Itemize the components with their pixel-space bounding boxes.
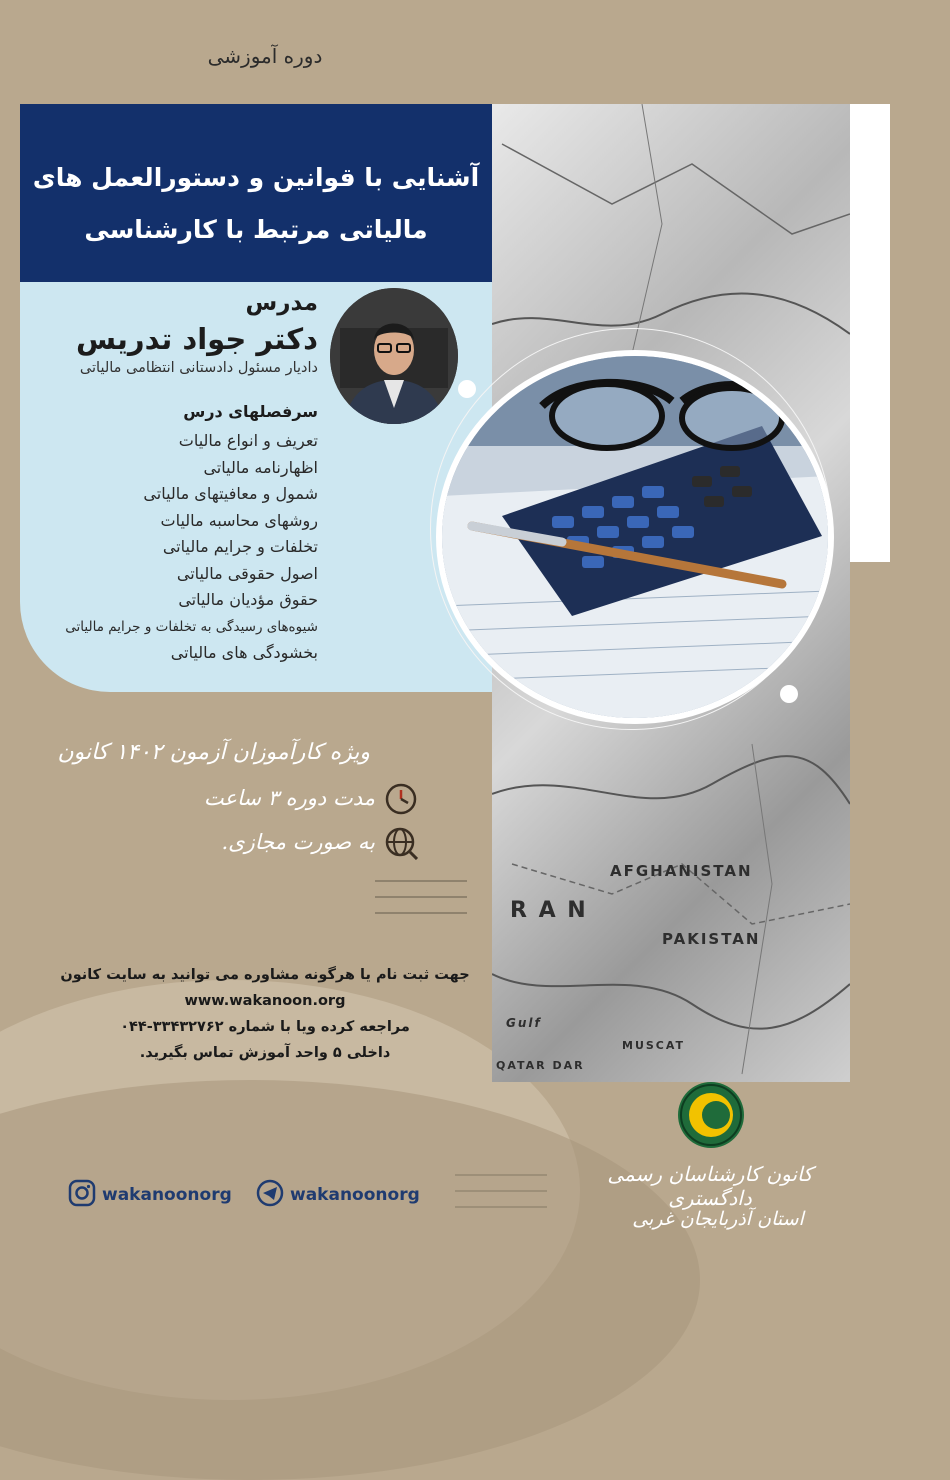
decorative-line xyxy=(375,912,467,914)
decorative-dot xyxy=(780,685,798,703)
map-label: Gulf xyxy=(506,1016,542,1030)
contact-line: داخلی ۵ واحد آموزش تماس بگیرید. xyxy=(139,1045,391,1061)
instructor-name: دکتر جواد تدریس xyxy=(76,322,318,356)
decorative-dot xyxy=(458,380,476,398)
map-label: AFGHANISTAN xyxy=(610,862,753,880)
decorative-line xyxy=(455,1206,547,1208)
course-title-line2: مالیاتی مرتبط با کارشناسی xyxy=(84,215,428,244)
topic-item: اصول حقوقی مالیاتی xyxy=(176,563,318,583)
instagram-icon xyxy=(68,1179,96,1212)
map-label: MUSCAT xyxy=(622,1039,686,1052)
course-type-label: دوره آموزشی xyxy=(207,44,323,68)
topic-item: تعریف و انواع مالیات xyxy=(178,431,318,450)
topics-heading: سرفصلهای درس xyxy=(183,402,318,421)
contact-block xyxy=(40,962,490,1066)
decorative-line xyxy=(375,880,467,882)
globe-icon xyxy=(384,826,418,860)
telegram-icon xyxy=(256,1179,284,1212)
decorative-line xyxy=(455,1174,547,1176)
course-title xyxy=(20,152,492,256)
topic-item: بخشودگی های مالیاتی xyxy=(170,643,318,662)
map-label: PAKISTAN xyxy=(662,930,761,948)
mode-text: به صورت مجازی. xyxy=(221,830,375,854)
decorative-white-strip xyxy=(848,104,890,562)
decorative-line xyxy=(455,1190,547,1192)
topic-item: حقوق مؤدیان مالیاتی xyxy=(178,590,318,609)
topics-list xyxy=(65,428,318,667)
telegram-link[interactable] xyxy=(256,1180,420,1210)
instructor-role: دادیار مسئول دادستانی انتظامی مالیاتی xyxy=(79,360,318,376)
topic-item: شمول و معافیتهای مالیاتی xyxy=(143,484,318,503)
organization-name: کانون کارشناسان رسمی دادگستری xyxy=(607,1162,813,1210)
topic-item: شیوه‌های رسیدگی به تخلفات و جرایم مالیاتی xyxy=(65,618,318,635)
organization-province: استان آذربایجان غربی xyxy=(632,1208,804,1230)
topic-item: روشهای محاسبه مالیات xyxy=(160,510,318,530)
decorative-line xyxy=(375,896,467,898)
topic-item: تخلفات و جرایم مالیاتی xyxy=(162,537,318,556)
course-title-line1: آشنایی با قوانین و دستورالعمل های xyxy=(32,163,480,192)
map-label: QATAR DAR xyxy=(496,1059,585,1072)
map-label: R A N xyxy=(510,898,588,923)
clock-icon xyxy=(384,782,418,816)
topic-item: اظهارنامه مالیاتی xyxy=(203,457,318,477)
audience-text: ویژه کارآموزان آزمون ۱۴۰۲ کانون xyxy=(57,740,370,765)
telegram-handle: wakanoonorg xyxy=(290,1185,420,1205)
instagram-link[interactable] xyxy=(68,1180,232,1210)
organization-logo xyxy=(678,1082,744,1148)
title-banner xyxy=(20,104,492,282)
calculator-photo xyxy=(436,350,834,724)
contact-phone: مراجعه کرده ویا با شماره ۳۳۴۳۲۷۶۲-۰۴۴ xyxy=(120,1019,410,1035)
background-wave-dark xyxy=(0,1080,700,1480)
instagram-handle: wakanoonorg xyxy=(102,1185,232,1205)
duration-text: مدت دوره ۳ ساعت xyxy=(203,786,375,810)
instructor-label: مدرس xyxy=(245,290,318,316)
instructor-photo xyxy=(330,288,458,424)
contact-line: جهت ثبت نام یا هرگونه مشاوره می توانید به سایت کانون xyxy=(60,967,470,983)
website-link[interactable]: www.wakanoon.org xyxy=(184,993,346,1009)
